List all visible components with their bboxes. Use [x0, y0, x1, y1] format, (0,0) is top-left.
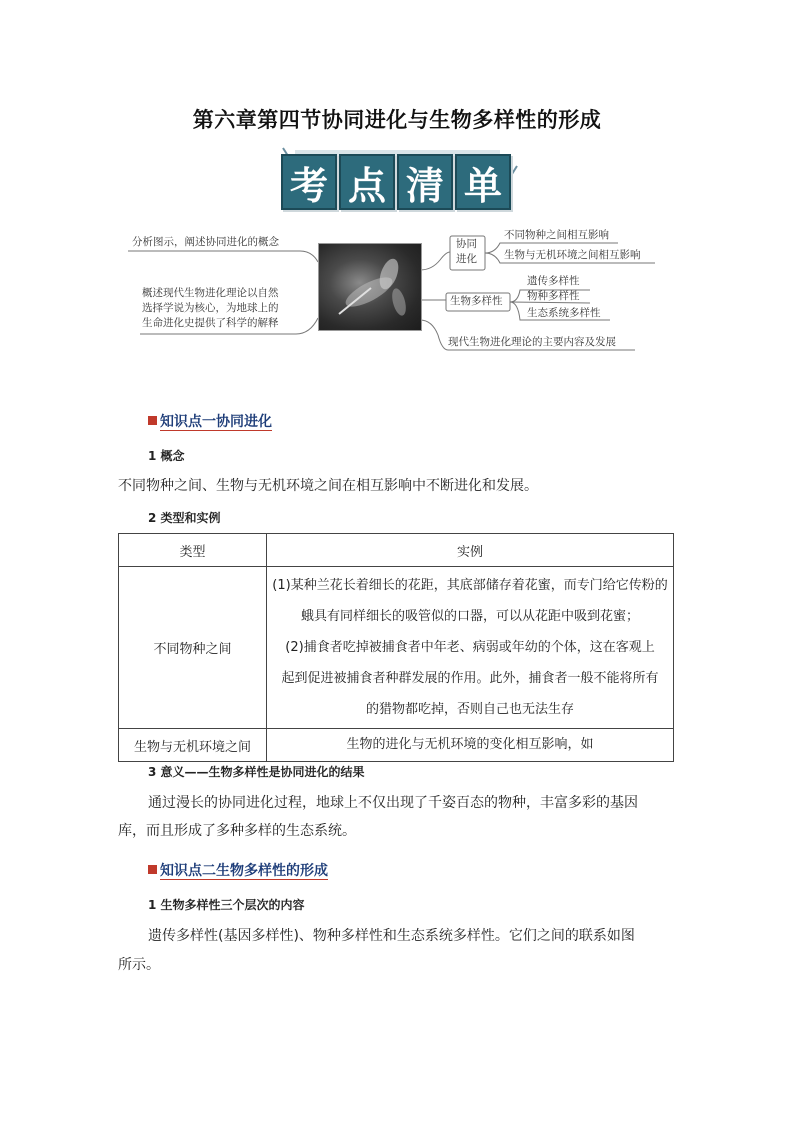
mindmap-left-item: 概述现代生物进化理论以自然: [142, 287, 279, 299]
table-cell-example: [267, 729, 674, 762]
table-header: 实例: [267, 534, 674, 567]
subheading: 3 意义——生物多样性是协同进化的结果: [148, 765, 365, 779]
paragraph: 通过漫长的协同进化过程，地球上不仅出现了千姿百态的物种，丰富多彩的基因: [148, 795, 638, 811]
paragraph: 库，而且形成了多种多样的生态系统。: [118, 823, 356, 839]
table-cell-type: 不同物种之间: [119, 567, 267, 729]
insect-icon: [319, 244, 421, 330]
subheading: 1 概念: [148, 449, 185, 463]
mindmap-theory-item: 现代生物进化理论的主要内容及发展: [448, 336, 616, 348]
mindmap-left-item: 选择学说为核心，为地球上的: [142, 302, 279, 314]
paragraph: 所示。: [118, 957, 160, 973]
table-header: 类型: [119, 534, 267, 567]
page-title: 第六章第四节协同进化与生物多样性的形成: [192, 108, 602, 132]
table-row: [119, 567, 674, 729]
mindmap-biodiversity-item: 物种多样性: [527, 290, 580, 302]
example-line: (2)捕食者吃掉被捕食者中年老、病弱或年幼的个体，这在客观上: [285, 640, 655, 655]
section-heading: [148, 860, 328, 880]
mindmap-left-item: 分析图示，阐述协同进化的概念: [132, 236, 279, 248]
example-line: 起到促进被捕食者种群发展的作用。此外，捕食者一般不能将所有: [281, 671, 659, 686]
section-heading: [148, 411, 272, 431]
table-row: [119, 729, 674, 762]
table-cell-example: [267, 567, 674, 729]
section-marker-icon: [148, 416, 157, 425]
subheading: 2 类型和实例: [148, 511, 221, 525]
example-line: 的猎物都吃掉，否则自己也无法生存: [365, 702, 574, 717]
table-header-row: [119, 534, 674, 567]
banner-char: 点: [339, 154, 395, 210]
paragraph: 不同物种之间、生物与无机环境之间在相互影响中不断进化和发展。: [118, 478, 538, 494]
section-title: 知识点二生物多样性的形成: [160, 863, 328, 879]
mindmap-left-item: 生命进化史提供了科学的解释: [142, 317, 279, 329]
mindmap-coevolution-item: 生物与无机环境之间相互影响: [504, 249, 641, 261]
paragraph: 遗传多样性(基因多样性)、物种多样性和生态系统多样性。它们之间的联系如图: [148, 928, 635, 944]
example-line: 生物的进化与无机环境的变化相互影响，如: [346, 737, 594, 752]
example-line: 蛾具有同样细长的吸管似的口器，可以从花距中吸到花蜜；: [300, 609, 639, 624]
mindmap-biodiversity-item: 生态系统多样性: [527, 307, 601, 319]
subheading: 1 生物多样性三个层次的内容: [148, 898, 305, 912]
mindmap-coevolution-item: 不同物种之间相互影响: [504, 229, 609, 241]
section-marker-icon: [148, 865, 157, 874]
table-cell-type: 生物与无机环境之间: [119, 729, 267, 762]
mindmap-coevolution-label: 进化: [456, 253, 477, 265]
banner-char: 单: [455, 154, 511, 210]
mindmap-coevolution-label: 协同: [456, 238, 477, 250]
section-title: 知识点一协同进化: [160, 414, 272, 430]
mindmap-biodiversity-item: 遗传多样性: [527, 275, 580, 287]
banner-char: 清: [397, 154, 453, 210]
types-table: [118, 533, 674, 762]
mindmap-biodiversity-label: 生物多样性: [450, 295, 503, 307]
example-line: (1)某种兰花长着细长的花距，其底部储存着花蜜，而专门给它传粉的: [272, 578, 668, 593]
insect-on-plant-photo: [318, 243, 422, 331]
banner-char: 考: [281, 154, 337, 210]
